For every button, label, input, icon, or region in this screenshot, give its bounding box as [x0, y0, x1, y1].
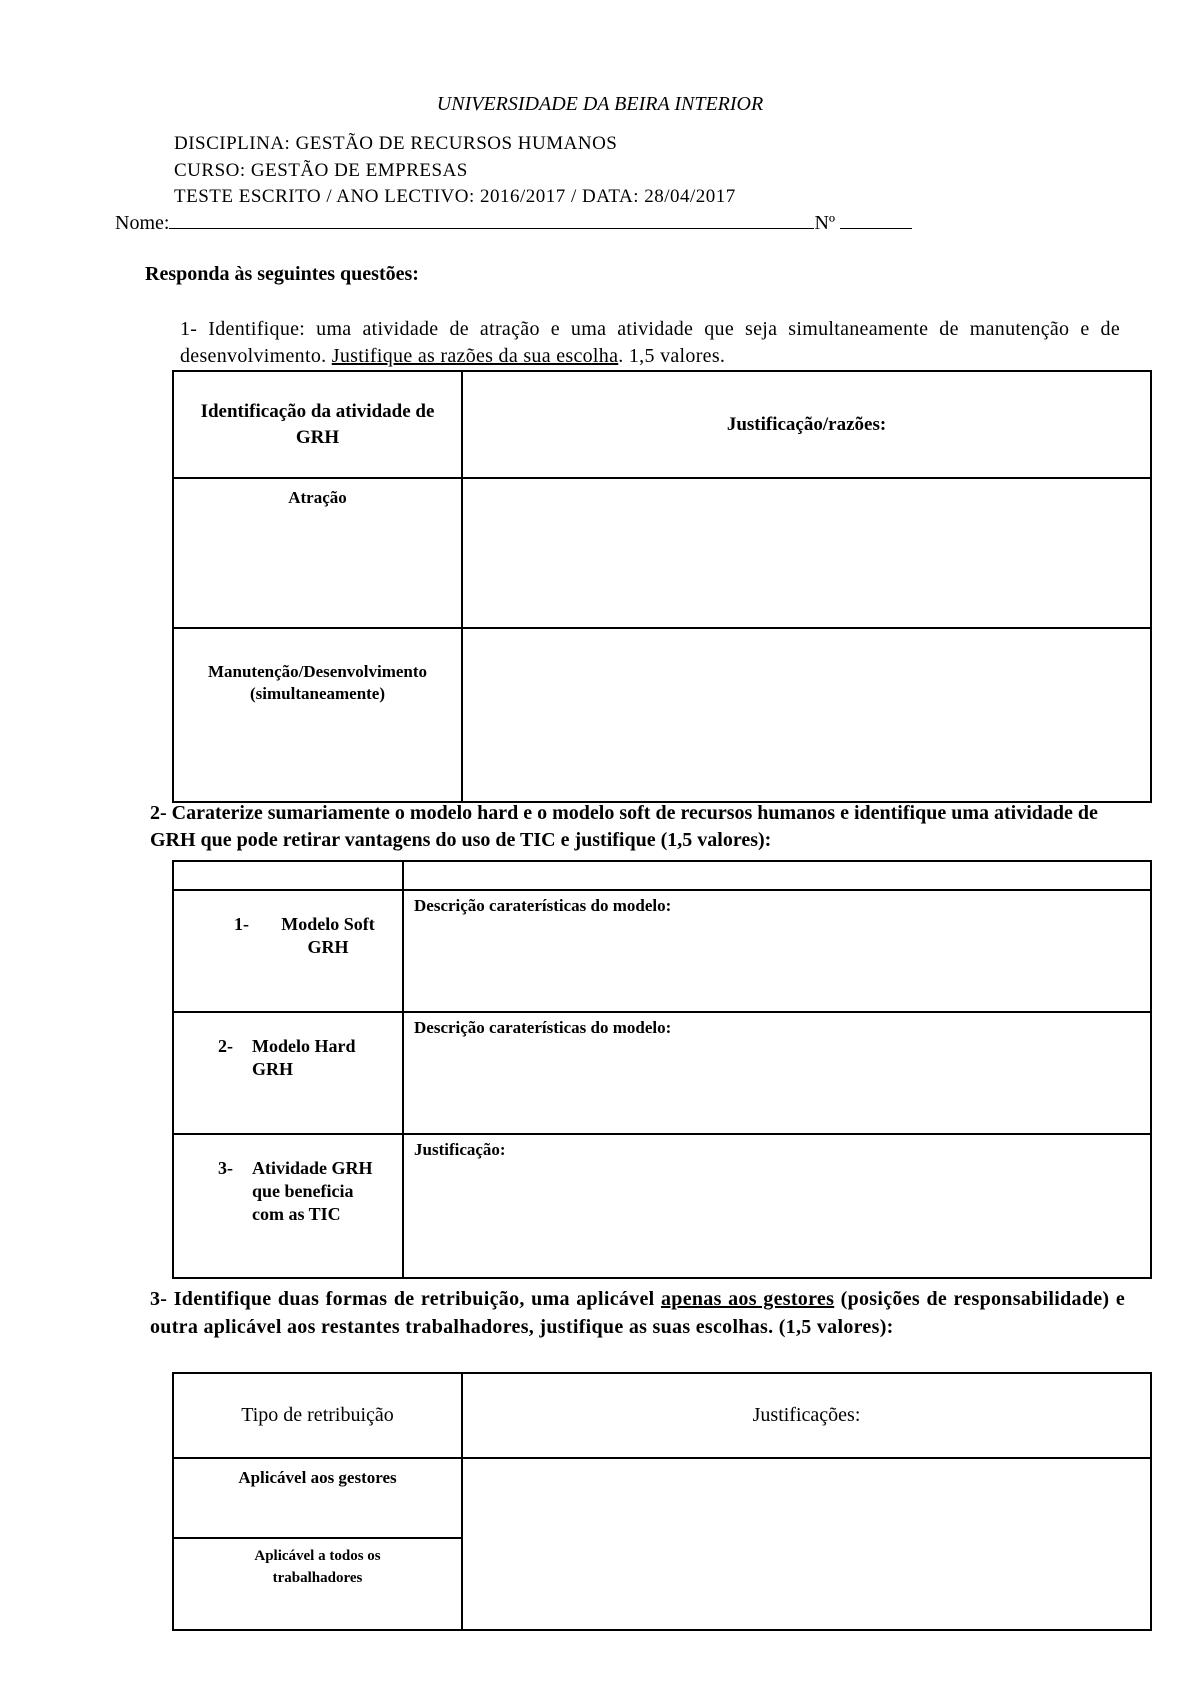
desc-cell-hard-model[interactable]: Descrição caraterísticas do modelo: [403, 1012, 1151, 1134]
question-1-underlined: Justifique as razões da sua escolha [331, 345, 619, 367]
name-label: Nome: [115, 212, 170, 234]
question-2-table [172, 860, 1152, 1279]
col-header-activity: Identificação da atividade de GRH [173, 371, 462, 478]
answer-cell-justifications[interactable] [462, 1458, 1151, 1630]
row-label-maintenance: Manutenção/Desenvolvimento (simultaneamente) [173, 628, 462, 802]
answer-cell-attraction[interactable] [462, 478, 1151, 628]
university-title: UNIVERSIDADE DA BEIRA INTERIOR [436, 93, 764, 115]
col-header-justifications: Justificações: [462, 1373, 1151, 1458]
row-label-managers: Aplicável aos gestores [173, 1458, 462, 1538]
col-header-justification: Justificação/razões: [462, 371, 1151, 478]
number-label: Nº [814, 212, 836, 234]
number-blank[interactable] [840, 210, 912, 229]
name-blank[interactable] [169, 210, 814, 229]
instruction: Responda às seguintes questões: [145, 263, 419, 285]
question-3-text: 3- Identifique duas formas de retribuição, uma aplicável [150, 1288, 661, 1310]
row-label-hard-model: 2- Modelo Hard GRH [173, 1012, 403, 1134]
justification-cell-ict[interactable]: Justificação: [403, 1134, 1151, 1278]
discipline-line: DISCIPLINA: GESTÃO DE RECURSOS HUMANOS [174, 133, 618, 154]
question-2: 2- Caraterize sumariamente o modelo hard e o modelo soft de recursos humanos e identifique uma atividade de GRH que pode retirar vantagens do uso de TIC e justifique (1,5 valores): [150, 802, 1098, 851]
question-1-points: . 1,5 valores. [618, 345, 726, 367]
name-line [115, 210, 912, 235]
question-3 [150, 1285, 1125, 1341]
row-label-ict-activity: 3- Atividade GRH que beneficia com as TIC [173, 1134, 403, 1278]
question-3-text-end: (posições de responsabilidade) e outra aplicável aos restantes trabalhadores, justifique as suas escolhas. (1,5 valores): [150, 1288, 1126, 1338]
test-info-line: TESTE ESCRITO / ANO LECTIVO: 2016/2017 / DATA: 28/04/2017 [174, 186, 736, 207]
question-3-table [172, 1372, 1152, 1631]
row-label-all-workers: Aplicável a todos os trabalhadores [173, 1538, 462, 1630]
question-1-text: 1- Identifique: uma atividade de atração e uma atividade que seja simultaneamente de manutenção e de desenvolvimento. [180, 318, 1120, 367]
row-label-soft-model: 1- Modelo Soft GRH [173, 890, 403, 1012]
question-1-table [172, 370, 1152, 803]
course-line: CURSO: GESTÃO DE EMPRESAS [174, 160, 468, 181]
row-label-attraction: Atração [173, 478, 462, 628]
col-header-pay-type: Tipo de retribuição [173, 1373, 462, 1458]
question-3-underlined: apenas aos gestores [660, 1288, 835, 1310]
answer-cell-maintenance[interactable] [462, 628, 1151, 802]
desc-cell-soft-model[interactable]: Descrição caraterísticas do modelo: [403, 890, 1151, 1012]
question-1 [180, 316, 1120, 370]
